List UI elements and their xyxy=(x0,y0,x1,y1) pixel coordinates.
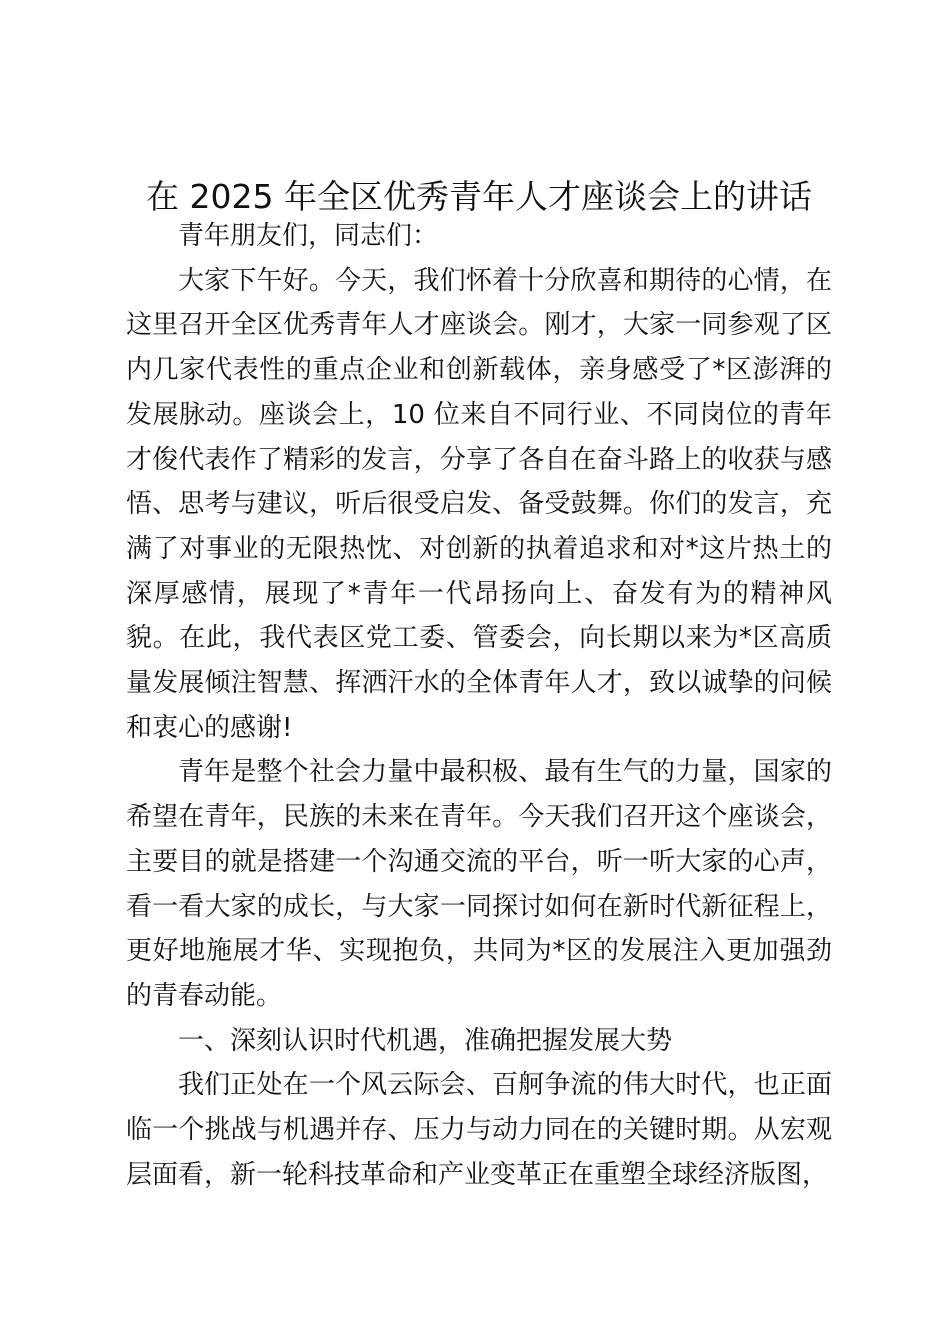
section-heading: 一、深刻认识时代机遇，准确把握发展大势 xyxy=(178,1025,673,1056)
opening-paragraph: 大家下午好。今天，我们怀着十分欣喜和期待的心情，在这里召开全区优秀青年人才座谈会。刚才，大家一同参观了区内几家代表性的重点企业和创新载体，亲身感受了*区澎湃的发展脉动。座谈会上，10 位来自不同行业、不同岗位的青年才俊代表作了精彩的发言，分享了各自在奋斗路上的收获与感悟、思考与建议，听后很受启发、备受鼓舞。你们的发言，充满了对事业的无限热忱、对创新的执着追求和对*这片热土的深厚感情，展现了*青年一代昂扬向上、奋发有为的精神风貌。在此，我代表区党工委、管委会，向长期以来为*区高质量发展倾注智慧、挥洒汗水的全体青年人才，致以诚挚的问候和衷心的感谢! xyxy=(126,265,832,743)
document-body xyxy=(126,168,832,1197)
speech-title: 在 2025 年全区优秀青年人才座谈会上的讲话 xyxy=(146,177,812,216)
section-paragraph: 我们正处在一个风云际会、百舸争流的伟大时代，也正面临一个挑战与机遇并存、压力与动力同在的关键时期。从宏观层面看，新一轮科技革命和产业变革正在重塑全球经济版图， xyxy=(126,1070,832,1190)
salutation: 青年朋友们，同志们： xyxy=(178,221,439,251)
purpose-paragraph: 青年是整个社会力量中最积极、最有生气的力量，国家的希望在青年，民族的未来在青年。今天我们召开这个座谈会，主要目的就是搭建一个沟通交流的平台，听一听大家的心声，看一看大家的成长，与大家一同探讨如何在新时代新征程上，更好地施展才华、实现抱负，共同为*区的发展注入更加强劲的青春动能。 xyxy=(126,757,832,1011)
